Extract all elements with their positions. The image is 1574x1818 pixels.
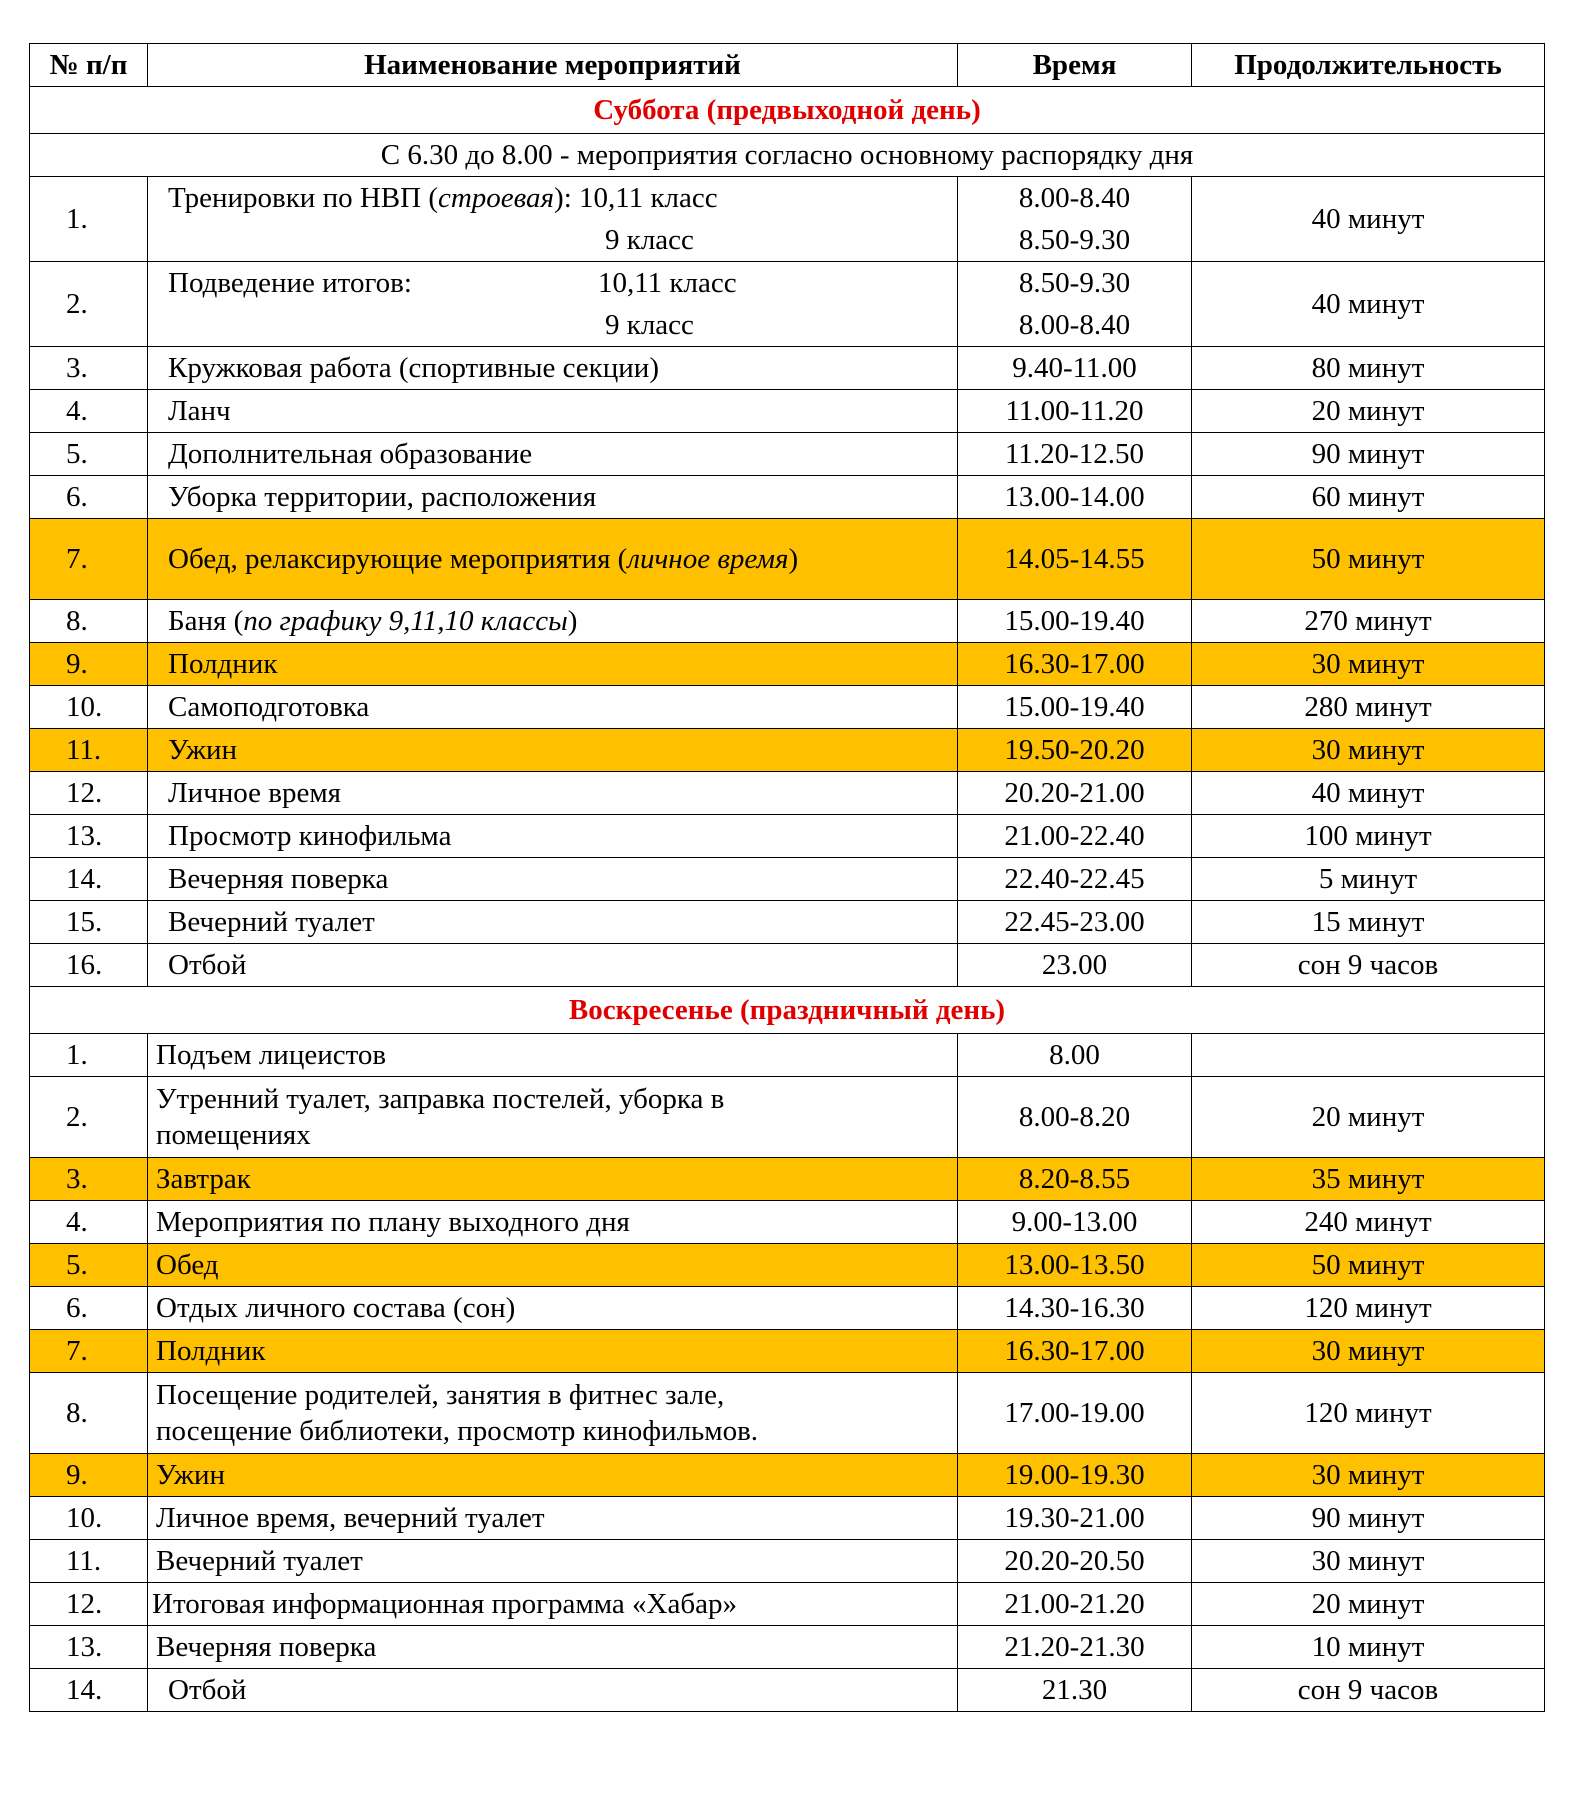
activity-time: 19.50-20.20 (958, 729, 1192, 772)
col-name-header: Наименование мероприятий (148, 44, 958, 87)
activity-time: 22.45-23.00 (958, 901, 1192, 944)
activity-name (148, 1077, 958, 1158)
row-number: 5. (66, 438, 88, 470)
activity-name: Вечерний туалет (148, 1540, 958, 1583)
activity-time: 11.00-11.20 (958, 390, 1192, 433)
activity-time: 8.20-8.55 (958, 1158, 1192, 1201)
table-row (30, 1244, 1545, 1287)
row-number: 13. (66, 1631, 103, 1663)
activity-name (148, 177, 958, 262)
activity-name: Самоподготовка (148, 686, 958, 729)
activity-name: Вечерний туалет (148, 901, 958, 944)
activity-name-text: Баня ( (168, 605, 244, 637)
col-time-header: Время (958, 44, 1192, 87)
activity-name: Отдых личного состава (сон) (148, 1287, 958, 1330)
activity-name: Отбой (148, 944, 958, 987)
activity-time: 15.00-19.40 (958, 600, 1192, 643)
activity-time: 17.00-19.00 (958, 1373, 1192, 1454)
row-number: 10. (66, 691, 103, 723)
activity-time: 14.05-14.55 (958, 519, 1192, 600)
activity-duration: 35 минут (1192, 1158, 1545, 1201)
time-slot: 8.00-8.40 (1018, 182, 1131, 214)
table-row (30, 729, 1545, 772)
table-row (30, 1373, 1545, 1454)
activity-duration: 40 минут (1192, 772, 1545, 815)
activity-duration: 90 минут (1192, 1497, 1545, 1540)
activity-name-line: помещениях (156, 1119, 311, 1151)
activity-name-line: Утренний туалет, заправка постелей, уборка в (156, 1083, 725, 1115)
activity-name-text: ) (567, 605, 578, 637)
activity-time: 8.00-8.20 (958, 1077, 1192, 1158)
activity-name: Кружковая работа (спортивные секции) (148, 347, 958, 390)
activity-duration: 80 минут (1192, 347, 1545, 390)
row-number: 10. (66, 1502, 103, 1534)
activity-duration: 90 минут (1192, 433, 1545, 476)
activity-duration: 280 минут (1192, 686, 1545, 729)
activity-duration: 40 минут (1192, 262, 1545, 347)
row-number: 8. (66, 1397, 88, 1429)
activity-time: 21.20-21.30 (958, 1626, 1192, 1669)
activity-duration: 30 минут (1192, 643, 1545, 686)
time-slot: 8.00-8.40 (1018, 309, 1131, 341)
activity-name-text: ) (788, 543, 799, 575)
class-group: 10,11 класс (579, 182, 718, 214)
sunday-title: Воскресенье (праздничный день) (30, 987, 1545, 1034)
activity-time: 23.00 (958, 944, 1192, 987)
sunday-title-row (30, 987, 1545, 1034)
row-number: 12. (66, 777, 103, 809)
table-row (30, 643, 1545, 686)
col-num-header: № п/п (30, 44, 148, 87)
table-row (30, 390, 1545, 433)
activity-duration: 30 минут (1192, 1454, 1545, 1497)
table-row (30, 1454, 1545, 1497)
activity-duration: 20 минут (1192, 1583, 1545, 1626)
row-number: 3. (66, 352, 88, 384)
col-duration-header: Продолжительность (1192, 44, 1545, 87)
activity-time: 21.00-21.20 (958, 1583, 1192, 1626)
class-group: 9 класс (605, 224, 694, 256)
table-row (30, 519, 1545, 600)
table-row (30, 944, 1545, 987)
activity-duration: 15 минут (1192, 901, 1545, 944)
activity-duration: 240 минут (1192, 1201, 1545, 1244)
table-row (30, 1669, 1545, 1712)
activity-name: Мероприятия по плану выходного дня (148, 1201, 958, 1244)
activity-duration: 60 минут (1192, 476, 1545, 519)
table-row (30, 433, 1545, 476)
row-number: 9. (66, 648, 88, 680)
activity-name (148, 262, 958, 347)
activity-time: 20.20-20.50 (958, 1540, 1192, 1583)
activity-time: 21.30 (958, 1669, 1192, 1712)
table-row (30, 1158, 1545, 1201)
activity-time: 16.30-17.00 (958, 1330, 1192, 1373)
class-group: 10,11 класс (598, 267, 737, 299)
row-number: 9. (66, 1459, 88, 1491)
activity-time (958, 177, 1192, 262)
activity-name: Подъем лицеистов (148, 1034, 958, 1077)
row-number: 8. (66, 605, 88, 637)
row-number: 13. (66, 820, 103, 852)
activity-duration: 100 минут (1192, 815, 1545, 858)
activity-name: Итоговая информационная программа «Хабар» (148, 1583, 958, 1626)
class-group: 9 класс (605, 309, 694, 341)
saturday-note-row (30, 134, 1545, 177)
activity-time: 13.00-13.50 (958, 1244, 1192, 1287)
activity-name: Дополнительная образование (148, 433, 958, 476)
activity-time: 13.00-14.00 (958, 476, 1192, 519)
row-number: 7. (66, 1335, 88, 1367)
header-row (30, 44, 1545, 87)
activity-name: Вечерняя поверка (148, 1626, 958, 1669)
activity-duration: 50 минут (1192, 1244, 1545, 1287)
table-row (30, 901, 1545, 944)
activity-name: Полдник (148, 643, 958, 686)
table-row (30, 1330, 1545, 1373)
table-row (30, 1540, 1545, 1583)
row-number: 1. (66, 203, 88, 235)
row-number: 4. (66, 1206, 88, 1238)
row-number: 2. (66, 288, 88, 320)
activity-duration: 50 минут (1192, 519, 1545, 600)
activity-time: 16.30-17.00 (958, 643, 1192, 686)
activity-name: Полдник (148, 1330, 958, 1373)
table-row (30, 177, 1545, 262)
activity-duration: 30 минут (1192, 729, 1545, 772)
activity-duration: 120 минут (1192, 1287, 1545, 1330)
activity-duration: 10 минут (1192, 1626, 1545, 1669)
table-row (30, 1077, 1545, 1158)
activity-time: 9.40-11.00 (958, 347, 1192, 390)
activity-time: 19.00-19.30 (958, 1454, 1192, 1497)
table-row (30, 1287, 1545, 1330)
row-number: 16. (66, 949, 103, 981)
activity-time: 8.00 (958, 1034, 1192, 1077)
activity-name (148, 519, 958, 600)
activity-name: Личное время, вечерний туалет (148, 1497, 958, 1540)
table-row (30, 815, 1545, 858)
row-number: 12. (66, 1588, 103, 1620)
table-row (30, 1201, 1545, 1244)
activity-time: 14.30-16.30 (958, 1287, 1192, 1330)
activity-name (148, 1373, 958, 1454)
table-row (30, 686, 1545, 729)
activity-duration: 40 минут (1192, 177, 1545, 262)
activity-duration: 120 минут (1192, 1373, 1545, 1454)
row-number: 4. (66, 395, 88, 427)
activity-time: 15.00-19.40 (958, 686, 1192, 729)
activity-name: Личное время (148, 772, 958, 815)
activity-time: 20.20-21.00 (958, 772, 1192, 815)
activity-name: Обед (148, 1244, 958, 1287)
activity-name-line: посещение библиотеки, просмотр кинофильмов. (156, 1415, 759, 1447)
activity-time: 21.00-22.40 (958, 815, 1192, 858)
activity-time: 9.00-13.00 (958, 1201, 1192, 1244)
activity-time: 22.40-22.45 (958, 858, 1192, 901)
row-number: 11. (66, 734, 102, 766)
row-number: 1. (66, 1039, 88, 1071)
activity-name-text: ): (554, 182, 580, 214)
activity-name-text: Подведение итогов: (168, 267, 412, 299)
row-number: 2. (66, 1101, 88, 1133)
activity-name-text: Обед, релаксирующие мероприятия ( (168, 543, 628, 575)
activity-duration: 30 минут (1192, 1330, 1545, 1373)
table-row (30, 772, 1545, 815)
activity-time (958, 262, 1192, 347)
activity-duration: 20 минут (1192, 1077, 1545, 1158)
table-row (30, 476, 1545, 519)
table-row (30, 858, 1545, 901)
activity-duration: сон 9 часов (1192, 944, 1545, 987)
row-number: 11. (66, 1545, 102, 1577)
table-row (30, 600, 1545, 643)
activity-name: Завтрак (148, 1158, 958, 1201)
saturday-title-row (30, 87, 1545, 134)
table-row (30, 1497, 1545, 1540)
row-number: 6. (66, 481, 88, 513)
activity-time: 11.20-12.50 (958, 433, 1192, 476)
row-number: 7. (66, 543, 88, 575)
activity-name: Вечерняя поверка (148, 858, 958, 901)
activity-name-italic: личное время (627, 543, 789, 575)
activity-duration: сон 9 часов (1192, 1669, 1545, 1712)
activity-name-italic: строевая (437, 182, 555, 214)
time-slot: 8.50-9.30 (1018, 267, 1131, 299)
row-number: 14. (66, 1674, 103, 1706)
activity-time: 19.30-21.00 (958, 1497, 1192, 1540)
table-row (30, 347, 1545, 390)
saturday-title: Суббота (предвыходной день) (30, 87, 1545, 134)
activity-duration (1192, 1034, 1545, 1077)
table-row (30, 1583, 1545, 1626)
row-number: 5. (66, 1249, 88, 1281)
activity-name (148, 600, 958, 643)
row-number: 14. (66, 863, 103, 895)
activity-duration: 270 минут (1192, 600, 1545, 643)
table-row (30, 1626, 1545, 1669)
activity-name: Ужин (148, 1454, 958, 1497)
activity-name: Ланч (148, 390, 958, 433)
schedule-table (29, 43, 1545, 1712)
activity-name: Отбой (148, 1669, 958, 1712)
activity-duration: 5 минут (1192, 858, 1545, 901)
row-number: 6. (66, 1292, 88, 1324)
table-row (30, 262, 1545, 347)
activity-duration: 20 минут (1192, 390, 1545, 433)
activity-duration: 30 минут (1192, 1540, 1545, 1583)
activity-name: Ужин (148, 729, 958, 772)
table-row (30, 1034, 1545, 1077)
time-slot: 8.50-9.30 (1018, 224, 1131, 256)
activity-name: Уборка территории, расположения (148, 476, 958, 519)
activity-name-italic: по графику 9,11,10 классы (243, 605, 568, 637)
row-number: 3. (66, 1163, 88, 1195)
activity-name: Просмотр кинофильма (148, 815, 958, 858)
activity-name-text: Тренировки по НВП ( (168, 182, 438, 214)
saturday-note: С 6.30 до 8.00 - мероприятия согласно основному распорядку дня (30, 134, 1545, 177)
row-number: 15. (66, 906, 103, 938)
activity-name-line: Посещение родителей, занятия в фитнес зале, (156, 1379, 725, 1411)
